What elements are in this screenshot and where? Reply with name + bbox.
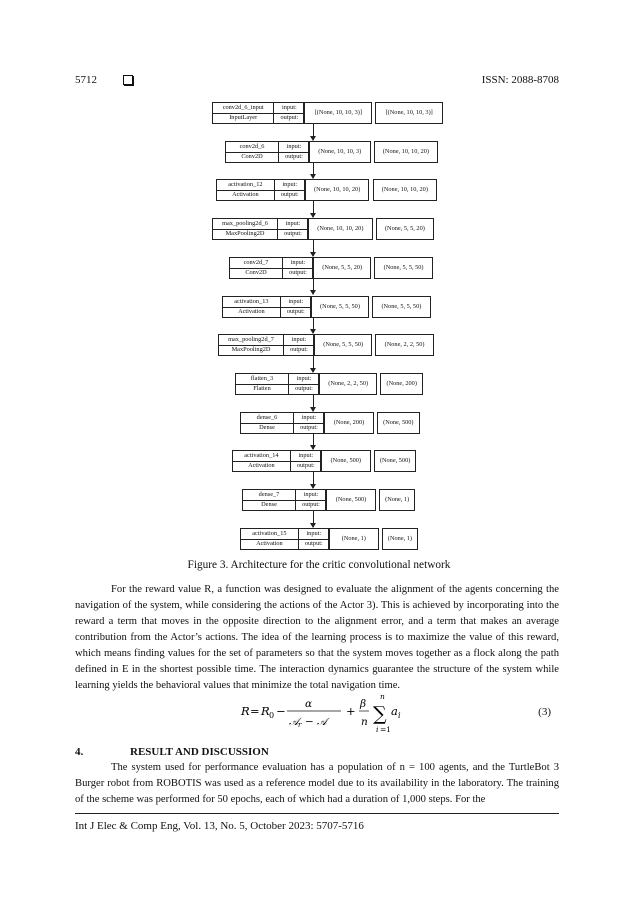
output-shape: (None, 200)	[380, 373, 423, 395]
output-shape: (None, 5, 5, 20)	[376, 218, 434, 240]
layer-name: conv2d_6	[239, 142, 265, 150]
layer-type: Conv2D	[245, 268, 267, 276]
layer-type: Dense	[261, 501, 277, 508]
layer-type: InputLayer	[229, 114, 258, 121]
svg-text:β: β	[360, 698, 367, 710]
input-label: input:	[285, 220, 301, 228]
input-label: input:	[291, 336, 307, 344]
output-shape: (None, 500)	[377, 412, 420, 434]
reward-equation	[75, 692, 559, 732]
output-label: output:	[280, 114, 299, 121]
layer-name: max_pooling2d_6	[222, 220, 268, 228]
layer-type: Conv2D	[241, 152, 263, 160]
flow-arrow	[313, 395, 314, 411]
input-label: input:	[288, 297, 304, 305]
input-shape: (None, 5, 5, 50)	[311, 296, 369, 318]
output-shape: (None, 1)	[382, 528, 418, 550]
section-title: RESULT AND DISCUSSION	[130, 746, 269, 758]
input-shape: (None, 5, 5, 50)	[314, 334, 372, 356]
input-shape: (None, 500)	[321, 450, 371, 472]
svg-text:i: i	[398, 711, 401, 720]
svg-text:−: −	[305, 716, 314, 728]
layer-box	[222, 296, 311, 318]
input-shape: [(None, 10, 10, 3)]	[304, 102, 372, 124]
layer-type: Dense	[259, 423, 275, 431]
layer-name: activation_13	[234, 297, 269, 305]
flow-arrow	[313, 318, 314, 334]
input-label: input:	[298, 452, 314, 460]
output-shape: [(None, 10, 10, 3)]	[375, 102, 443, 124]
svg-text:α: α	[305, 698, 313, 710]
input-label: input:	[282, 181, 298, 189]
output-label: output:	[286, 307, 305, 315]
output-label: output:	[284, 230, 302, 238]
layer-name: max_pooling2d_7	[228, 336, 274, 344]
reward-paragraph-text: For the reward value R, a function was designed to evaluate the alignment of the agents concerning the navigation of the system, while considering the actions of the Actor 3). This is achieved by incorporating into the reward a term that moves in the opposite direction to the alignment error, and a term that makes an average contribution from the Actor’s actions. The idea of the learning process is to maximize the value of this reward, which means finding values for the set of parameters so that the system moves together as a flock along the path defined in E in the shortest possible time. The interaction dynamics guarantee the structure of the system while learning yields the behavioral values that minimize the total navigation time.	[75, 584, 559, 691]
output-label: output:	[296, 462, 315, 470]
flow-arrow	[313, 472, 314, 488]
flow-arrow	[313, 240, 314, 256]
input-shape: (None, 1)	[329, 528, 379, 550]
output-label: output:	[289, 268, 307, 276]
flow-arrow	[313, 124, 314, 140]
input-shape: (None, 200)	[324, 412, 374, 434]
svg-text:i: i	[376, 725, 379, 732]
layer-type: Activation	[248, 462, 275, 470]
footer-citation: Int J Elec & Comp Eng, Vol. 13, No. 5, October 2023: 5707-5716	[75, 820, 364, 832]
flow-arrow	[313, 201, 314, 217]
output-shape: (None, 10, 10, 20)	[373, 179, 438, 201]
page-number: 5712	[75, 74, 97, 86]
input-shape: (None, 10, 10, 20)	[308, 218, 373, 240]
layer-name: activation_12	[228, 181, 263, 189]
output-shape: (None, 10, 10, 20)	[374, 141, 439, 163]
output-label: output:	[300, 423, 318, 431]
svg-text:R: R	[241, 704, 250, 718]
layer-box	[232, 450, 321, 472]
results-paragraph-text: The system used for performance evaluation has a population of n = 100 agents, and the TurtleBot 3 Burger robot from ROBOTIS was used as a reference model due to its availability in the laboratory. The training of the scheme was performed for 50 epochs, each of which had a duration of 1,000 steps. For the	[75, 762, 559, 805]
output-label: output:	[285, 152, 303, 160]
layer-name: dense_7	[258, 491, 280, 498]
footer-rule	[75, 813, 559, 814]
layer-box	[212, 102, 304, 124]
layer-type: MaxPooling2D	[225, 230, 265, 238]
layer-name: activation_14	[244, 452, 279, 460]
layer-box	[242, 489, 326, 511]
equation-3	[75, 692, 559, 734]
output-shape: (None, 500)	[374, 450, 417, 472]
output-shape: (None, 5, 5, 50)	[374, 257, 432, 279]
layer-box	[218, 334, 314, 356]
output-label: output:	[290, 346, 308, 354]
section-number: 4.	[75, 746, 84, 758]
input-label: input:	[301, 413, 317, 421]
layer-name: dense_6	[256, 413, 278, 421]
input-label: input:	[296, 374, 312, 382]
input-shape: (None, 5, 5, 20)	[313, 257, 371, 279]
layer-type: Flatten	[253, 384, 271, 392]
figure-caption: Figure 3. Architecture for the critic convolutional network	[187, 559, 451, 571]
svg-text:n: n	[361, 716, 368, 728]
svg-text:=: =	[250, 704, 260, 718]
output-label: output:	[304, 539, 323, 547]
layer-type: Activation	[232, 191, 259, 199]
flow-arrow	[313, 279, 314, 295]
svg-text:r: r	[298, 721, 302, 729]
layer-name: conv2d_7	[243, 258, 269, 266]
output-shape: (None, 1)	[379, 489, 415, 511]
svg-text:+: +	[346, 704, 356, 718]
equation-number: (3)	[538, 706, 551, 718]
layer-name: activation_15	[252, 529, 287, 537]
output-label: output:	[280, 191, 299, 199]
section-heading	[75, 746, 269, 758]
input-shape: (None, 2, 2, 50)	[319, 373, 377, 395]
input-shape: (None, 10, 10, 3)	[309, 141, 371, 163]
results-paragraph	[75, 760, 559, 808]
svg-text:n: n	[380, 692, 385, 701]
input-label: input:	[286, 142, 302, 150]
layer-name: conv2d_6_input	[222, 104, 264, 111]
svg-text:0: 0	[269, 711, 275, 720]
input-label: input:	[303, 491, 319, 498]
output-label: output:	[295, 384, 313, 392]
layer-box	[240, 528, 329, 550]
input-label: input:	[290, 258, 306, 266]
issn: ISSN: 2088-8708	[481, 74, 559, 86]
layer-box	[240, 412, 324, 434]
flow-arrow	[313, 434, 314, 450]
flow-arrow	[313, 356, 314, 372]
svg-text:𝒜: 𝒜	[317, 716, 327, 728]
layer-type: Activation	[256, 539, 283, 547]
svg-text:𝒜: 𝒜	[289, 716, 299, 728]
output-shape: (None, 2, 2, 50)	[375, 334, 433, 356]
svg-text:=1: =1	[380, 725, 392, 732]
reward-paragraph	[75, 582, 559, 694]
svg-text:a: a	[391, 704, 398, 718]
layer-box	[212, 218, 308, 240]
layer-type: Activation	[238, 307, 265, 315]
output-label: output:	[302, 501, 320, 508]
input-label: input:	[282, 104, 297, 111]
layer-box	[216, 179, 305, 201]
layer-name: flatten_3	[250, 374, 274, 382]
flow-arrow	[313, 511, 314, 527]
svg-text:R: R	[261, 704, 270, 718]
layer-type: MaxPooling2D	[231, 346, 271, 354]
input-label: input:	[306, 529, 322, 537]
layer-box	[229, 257, 313, 279]
input-shape: (None, 10, 10, 20)	[305, 179, 370, 201]
flow-arrow	[313, 163, 314, 179]
layer-box	[225, 141, 309, 163]
svg-text:−: −	[276, 704, 286, 718]
layer-box	[235, 373, 319, 395]
input-shape: (None, 500)	[326, 489, 376, 511]
output-shape: (None, 5, 5, 50)	[372, 296, 430, 318]
svg-text:∑: ∑	[373, 703, 387, 725]
